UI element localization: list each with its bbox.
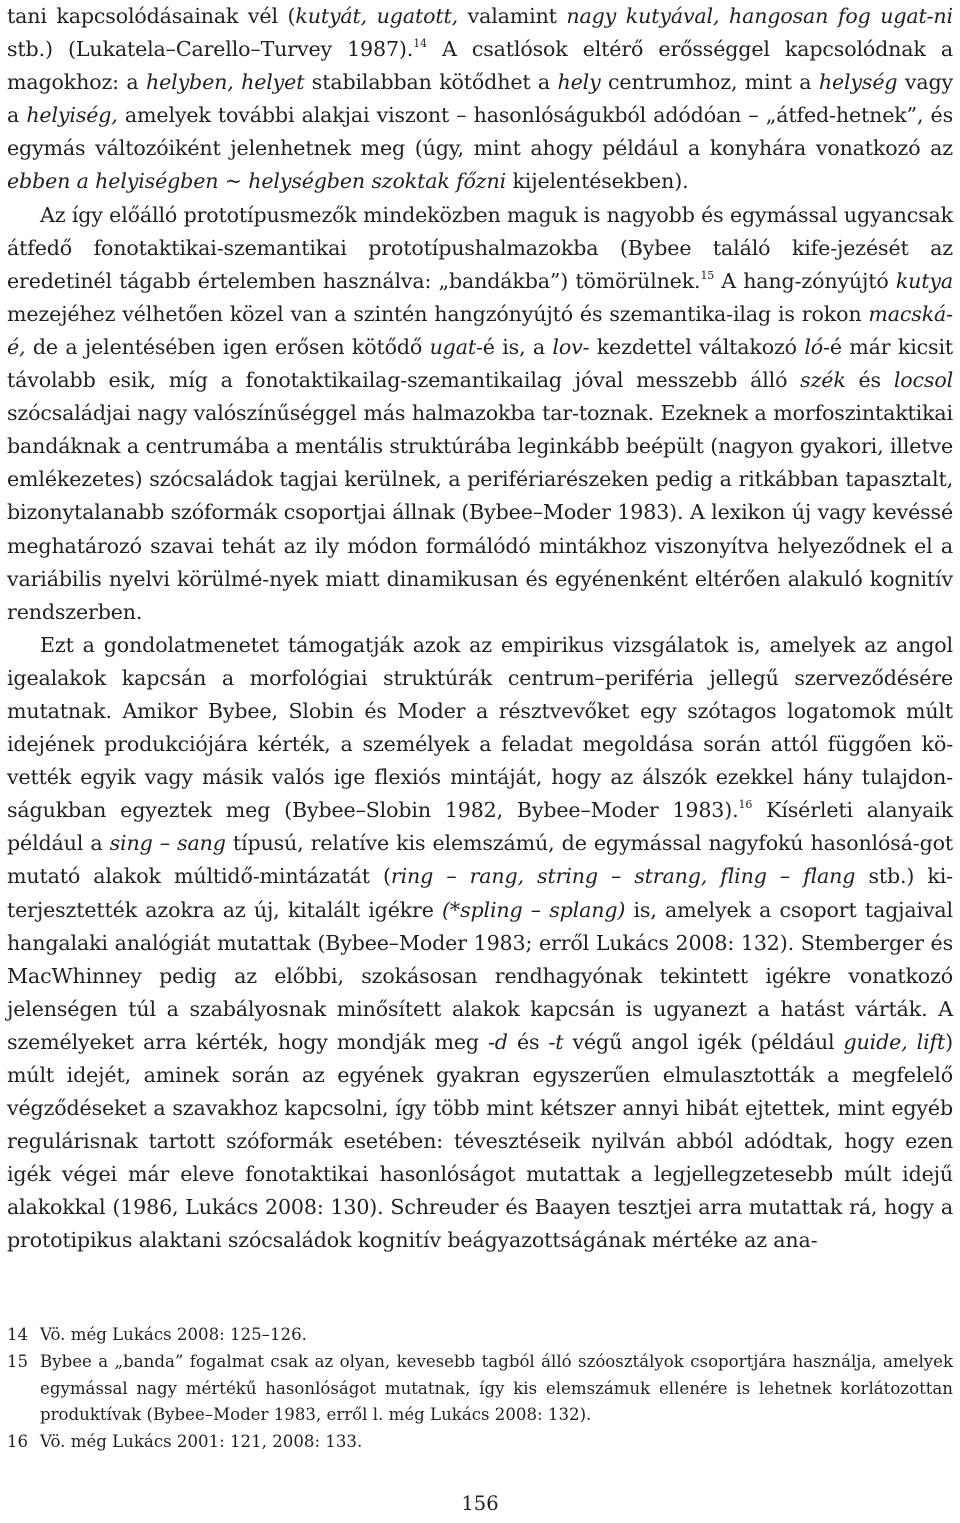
footnote-number: 14 — [7, 1325, 29, 1344]
italic-run: kutyát, ugatott, — [295, 4, 458, 28]
text-run: típusú, relatíve kis elemszámú, de egymással nagyfokú hasonlósá-got mutató alakok múltidő-mintázatát ( — [7, 831, 953, 889]
text-run: mezejéhez vélhetően közel van a szintén hangzónyújtó és szemantika-ilag is rokon — [7, 301, 869, 326]
italic-run: locsol — [893, 368, 953, 393]
footnote-16 — [7, 1429, 953, 1456]
footnote-number: 16 — [7, 1432, 29, 1452]
italic-run: szék — [800, 368, 846, 393]
footnote-ref-16: 16 — [738, 798, 753, 812]
italic-run: -t — [548, 1029, 564, 1054]
text-run: ) múlt idejét, aminek során az egyének gyakran egyszerűen elmulasztották a megfelelő végződéseket a szavakhoz kapcsolni, így több mint kétszer annyi hibát ejtettek, mint egyéb regulárisnak tartott szóformák esetében: tévesztéseik nyilván abból adódtak, hogy ezen igék végei már eleve fonotaktikai hasonlóságot mutattak a legjellegzetesebb múlt idejű alakokkal (1986, Lukács 2008: 130). Schreuder és Baayen tesztjei arra mutattak rá, hogy a prototipikus alaktani szócsaládok kognitív beágyazottságának mértéke az ana- — [7, 1029, 954, 1253]
italic-run: ring – rang, string – strang, fling – flang — [390, 864, 856, 889]
italic-run: guide, lift — [843, 1029, 946, 1054]
page-number: 156 — [461, 1492, 499, 1515]
italic-run: -d — [488, 1029, 508, 1054]
text-run: valamint — [457, 4, 567, 28]
footnote-text: Bybee a „banda” fogalmat csak az olyan, kevesebb tagból álló szóosztályok csoportjára használja, amelyek egymással nagy mértékű hasonlóságot mutatnak, így kis elemszámuk ellenére is lehetnek korlátozottan produktívak (Bybee–Moder 1983, erről l. még Lukács 2008: 132). — [40, 1351, 953, 1425]
italic-run: sing – sang — [109, 831, 226, 856]
text-run: kijelentésekben). — [506, 169, 689, 194]
footnote-ref-14: 14 — [413, 37, 427, 51]
text-run: végű angol igék (például — [563, 1029, 844, 1054]
text-run: - kezdettel váltakozó — [582, 334, 805, 359]
footnote-text: Vö. még Lukács 2001: 121, 2008: 133. — [40, 1432, 363, 1452]
footnotes — [7, 1322, 953, 1456]
footnote-number: 15 — [7, 1351, 29, 1371]
footnote-14 — [7, 1322, 953, 1349]
text-run: A csatlósok eltérő erősséggel kapcsolódnak a magokhoz: a — [7, 37, 954, 95]
text-run: is, amelyek a csoport tagjaival hangalaki analógiát mutattak (Bybee–Moder 1983; erről Lukács 2008: 132). Stemberger és MacWhinney pedig az előbbi, szokásosan rendhagyónak tekintett igékre vonatkozó jelenségen túl a szabályosnak minősített alakok kapcsán is ugyanezt a hatást várták. A személyeket arra kérték, hogy mondják meg — [7, 897, 953, 1054]
paragraph-3 — [7, 629, 953, 1258]
italic-run: lov — [552, 334, 583, 359]
text-run: centrumhoz, mint a — [600, 70, 819, 95]
text-run: stb.) (Lukatela–Carello–Turvey 1987). — [7, 37, 414, 62]
text-run: tani kapcsolódásainak vél ( — [7, 4, 296, 28]
italic-run: helyet — [241, 70, 305, 95]
body-text — [7, 0, 953, 1258]
text-run: vagy a — [7, 70, 953, 128]
text-run — [234, 70, 241, 94]
italic-run: (*spling – splang) — [442, 897, 626, 922]
italic-run: helység — [818, 70, 898, 95]
text-run: Az így előálló prototípusmezők mindeközben maguk is nagyobb és egymással ugyancsak átfedő fonotaktikai-szemantikai prototípushalmazokba (Bybee találó kife-jezését az eredetinél tágabb értelemben használva: „bandákba”) tömörülnek. — [7, 202, 953, 293]
text-run: de a jelentésében igen erősen kötődő — [25, 334, 430, 359]
italic-run: nagy kutyával, hangosan fog ugat-ni — [566, 4, 953, 28]
italic-run: helyiség, — [26, 103, 118, 128]
text-run: stb.) ki-terjesztették azokra az új, kitalált igékre — [7, 864, 953, 922]
text-run: Kísérleti alanyaik például a — [7, 798, 953, 856]
page-content — [7, 0, 953, 1258]
footnote-text: Vö. még Lukács 2008: 125–126. — [40, 1325, 307, 1344]
italic-run: hely — [557, 70, 601, 95]
text-run: -é is, a — [475, 334, 553, 359]
italic-run: ebben a helyiségben ~ helységben szoktak főzni — [7, 169, 507, 194]
text-run: stabilabban kötődhet a — [304, 70, 558, 95]
text-run: amelyek további alakjai viszont – hasonlóságukból adódóan – „átfed-hetnek”, és egymás változóiként jelenhetnek meg (úgy, mint ahogy például a konyhára vonatkozó az — [7, 103, 953, 161]
text-run: A hang-zónyújtó — [714, 268, 896, 293]
italic-run: ló — [804, 334, 824, 359]
text-run: szócsaládjai nagy valószínűséggel más halmazokba tar-toznak. Ezeknek a morfoszintaktikai bandáknak a centrumába a mentális struktúrába leginkább beépült (nagyon gyakori, illetve emlékezetes) szócsaládok tagjai kerülnek, a perifériarészeken pedig a ritkábban tapasztalt, bizonytalanabb szóformák csoportjai állnak (Bybee–Moder 1983). A lexikon új vagy kevéssé meghatározó szavai tehát az ily módon formálódó mintákhoz viszonyítva helyeződnek el a variábilis nyelvi körülmé-nyek miatt dinamikusan és egyénenként eltérően alakuló kognitív rendszerben. — [7, 401, 953, 624]
text-run: Ezt a gondolatmenetet támogatják azok az empirikus vizsgálatok is, amelyek az angol igealakok kapcsán a morfológiai struktúrák centrum–periféria jellegű szerveződésére mutatnak. Amikor Bybee, Slobin és Moder a résztvevőket egy szótagos logatomok múlt idejének produkciójára kérték, a személyek a feladat megoldása során attól függően kö-vették egyik vagy másik valós ige flexiós mintáját, hogy az álszók ezekkel hány tulajdon-ságukban egyeztek meg (Bybee–Slobin 1982, Bybee–Moder 1983). — [7, 632, 953, 823]
paragraph-1 — [7, 0, 953, 199]
footnote-ref-15: 15 — [700, 268, 715, 282]
text-run: és — [507, 1029, 549, 1054]
text-run: és — [845, 368, 894, 393]
italic-run: kutya — [895, 268, 953, 293]
italic-run: helyben, — [145, 70, 234, 95]
paragraph-2 — [7, 199, 953, 629]
footnote-15 — [7, 1349, 953, 1429]
italic-run: macská-é, — [7, 301, 953, 359]
italic-run: ugat — [429, 334, 476, 359]
text-run: -é már kicsit távolabb esik, míg a fonotaktikailag-szemantikailag jóval messzebb álló — [7, 334, 954, 393]
